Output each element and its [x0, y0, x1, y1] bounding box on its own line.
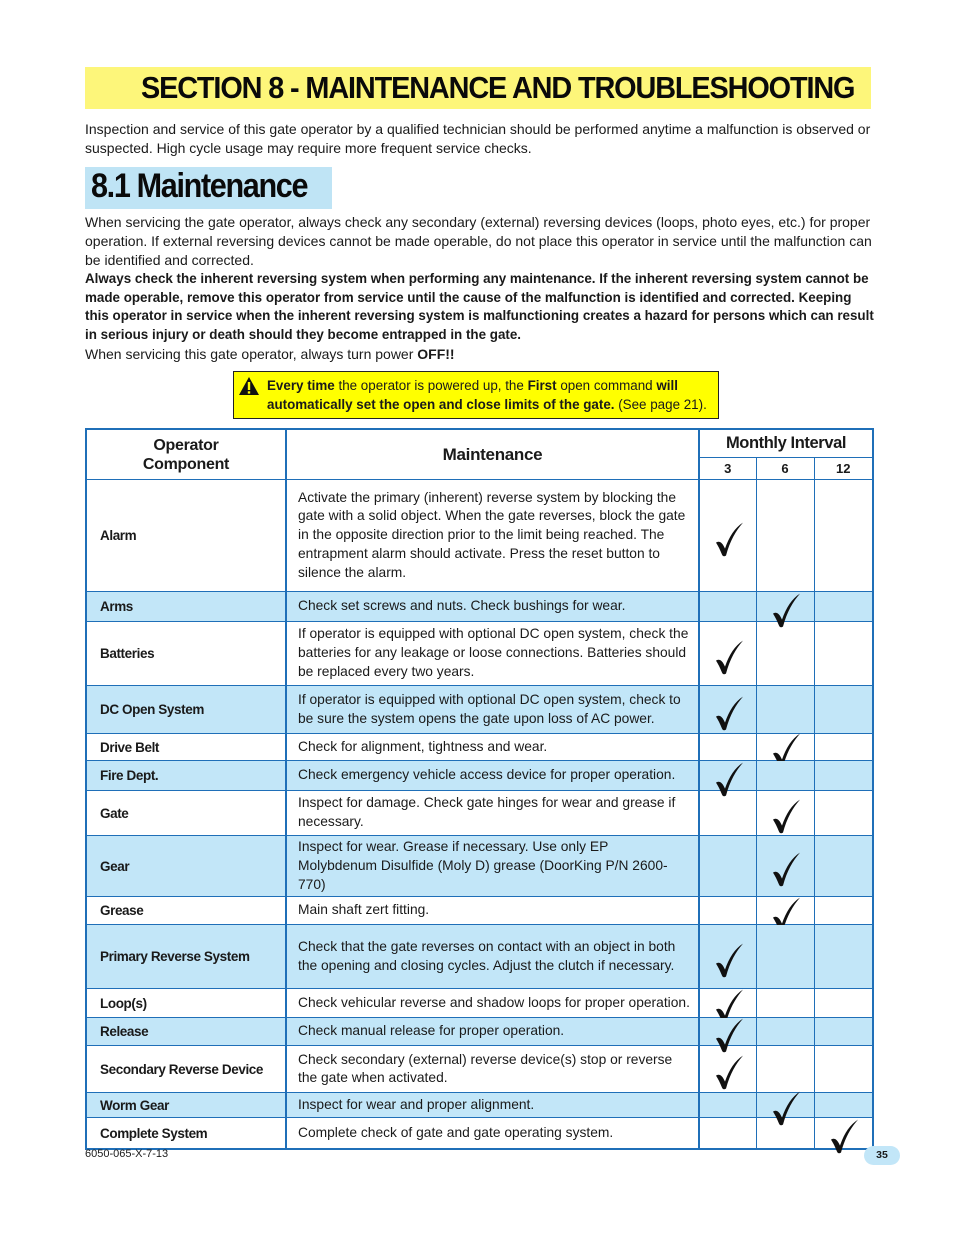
- interval-cell-12: [814, 1118, 873, 1149]
- interval-cell-6: [756, 480, 814, 592]
- warning-text-1: the operator is powered up, the: [334, 378, 528, 393]
- warning-triangle-icon: [238, 376, 260, 396]
- maintenance-cell: If operator is equipped with optional DC open system, check the batteries for any leakage or loose connections. Batteries should be replaced every two years.: [286, 622, 699, 686]
- interval-cell-3: [699, 836, 756, 897]
- interval-cell-12: [814, 734, 873, 761]
- table-row: [86, 622, 873, 686]
- interval-cell-12: [814, 592, 873, 622]
- maintenance-cell: Check set screws and nuts. Check bushings for wear.: [286, 592, 699, 622]
- component-cell: DC Open System: [86, 686, 286, 734]
- interval-cell-3: [699, 761, 756, 791]
- component-cell: Alarm: [86, 480, 286, 592]
- component-cell: Arms: [86, 592, 286, 622]
- header-interval-12: 12: [814, 458, 873, 480]
- maintenance-cell: Check vehicular reverse and shadow loops for proper operation.: [286, 989, 699, 1018]
- maintenance-cell: Inspect for damage. Check gate hinges for wear and grease if necessary.: [286, 791, 699, 836]
- interval-cell-6: [756, 989, 814, 1018]
- maintenance-cell: Complete check of gate and gate operating system.: [286, 1118, 699, 1149]
- warning-text: [267, 376, 717, 414]
- interval-cell-3: [699, 592, 756, 622]
- table-row: [86, 989, 873, 1018]
- interval-cell-6: [756, 897, 814, 925]
- table-row: [86, 791, 873, 836]
- interval-cell-3: [699, 989, 756, 1018]
- intro-paragraph: Inspection and service of this gate operator by a qualified technician should be performed anytime a malfunction is observed or suspected. High cycle usage may require more frequent service checks.: [85, 121, 871, 156]
- interval-cell-3: [699, 622, 756, 686]
- interval-cell-12: [814, 791, 873, 836]
- interval-cell-6: [756, 686, 814, 734]
- warning-text-2: open command: [556, 378, 657, 393]
- maintenance-cell: Activate the primary (inherent) reverse system by blocking the gate with a solid object. When the gate reverses, block the gate in the opposite direction prior to the limit being reached. The entrapment alarm should activate. Press the reset button to silence the alarm.: [286, 480, 699, 592]
- interval-cell-6: [756, 734, 814, 761]
- interval-cell-12: [814, 1093, 873, 1118]
- header-monthly-interval: Monthly Interval: [699, 429, 873, 458]
- interval-cell-3: [699, 791, 756, 836]
- component-cell: Gate: [86, 791, 286, 836]
- servicing-paragraph: When servicing the gate operator, always check any secondary (external) reversing devices (loops, photo eyes, etc.) for proper operation. If external reversing devices cannot be made operable, do not place this operator in service until the malfunction can be identified and corrected.: [85, 214, 872, 268]
- safety-warning-paragraph: Always check the inherent reversing system when performing any maintenance. If the inherent reversing system cannot be made operable, remove this operator from service until the cause of the malfunction is identified and corrected. Keeping this operator in service when the inherent reversing system is malfunctioning creates a hazard for persons which can result in serious injury or death should they become entrapped in the gate.: [85, 271, 874, 343]
- power-off-emphasis: OFF!!: [417, 346, 455, 362]
- section-title: SECTION 8 - MAINTENANCE AND TROUBLESHOOTING: [141, 70, 855, 105]
- component-cell: Secondary Reverse Device: [86, 1046, 286, 1093]
- power-off-paragraph: [85, 345, 875, 364]
- interval-cell-3: [699, 480, 756, 592]
- interval-cell-3: [699, 734, 756, 761]
- component-cell: Complete System: [86, 1118, 286, 1149]
- document-code: 6050-065-X-7-13: [85, 1148, 169, 1160]
- interval-cell-12: [814, 761, 873, 791]
- interval-cell-6: [756, 925, 814, 989]
- interval-cell-6: [756, 836, 814, 897]
- interval-cell-3: [699, 897, 756, 925]
- maintenance-cell: Inspect for wear. Grease if necessary. Use only EP Molybdenum Disulfide (Moly D) grease (DoorKing P/N 2600-770): [286, 836, 699, 897]
- component-cell: Primary Reverse System: [86, 925, 286, 989]
- component-cell: Drive Belt: [86, 734, 286, 761]
- table-row: [86, 734, 873, 761]
- header-interval-3: 3: [699, 458, 756, 480]
- table-row: [86, 1046, 873, 1093]
- component-cell: Release: [86, 1018, 286, 1046]
- header-interval-6: 6: [756, 458, 814, 480]
- table-row: [86, 836, 873, 897]
- table-row: [86, 1118, 873, 1149]
- table-row: [86, 925, 873, 989]
- header-component: Operator Component: [86, 429, 286, 480]
- warning-bold-2: First: [527, 378, 557, 393]
- maintenance-cell: If operator is equipped with optional DC open system, check to be sure the system opens the gate upon loss of AC power.: [286, 686, 699, 734]
- maintenance-table: [85, 428, 874, 1150]
- interval-cell-3: [699, 686, 756, 734]
- component-cell: Fire Dept.: [86, 761, 286, 791]
- interval-cell-12: [814, 480, 873, 592]
- maintenance-cell: Main shaft zert fitting.: [286, 897, 699, 925]
- interval-cell-12: [814, 897, 873, 925]
- interval-cell-3: [699, 1018, 756, 1046]
- interval-cell-6: [756, 791, 814, 836]
- table-row: [86, 480, 873, 592]
- maintenance-cell: Check for alignment, tightness and wear.: [286, 734, 699, 761]
- interval-cell-6: [756, 1046, 814, 1093]
- table-row: [86, 897, 873, 925]
- interval-cell-6: [756, 622, 814, 686]
- maintenance-cell: Check secondary (external) reverse device(s) stop or reverse the gate when activated.: [286, 1046, 699, 1093]
- interval-cell-12: [814, 686, 873, 734]
- power-off-text: When servicing this gate operator, always turn power: [85, 346, 418, 362]
- maintenance-cell: Check that the gate reverses on contact with an object in both the opening and closing cycles. Adjust the clutch if necessary.: [286, 925, 699, 989]
- maintenance-cell: Check manual release for proper operation.: [286, 1018, 699, 1046]
- interval-cell-3: [699, 1093, 756, 1118]
- page-number: 35: [864, 1146, 900, 1165]
- interval-cell-6: [756, 1093, 814, 1118]
- interval-cell-6: [756, 592, 814, 622]
- table-row: [86, 592, 873, 622]
- table-row: [86, 1018, 873, 1046]
- component-cell: Batteries: [86, 622, 286, 686]
- maintenance-cell: Inspect for wear and proper alignment.: [286, 1093, 699, 1118]
- interval-cell-6: [756, 761, 814, 791]
- interval-cell-12: [814, 1018, 873, 1046]
- warning-text-3: (See page 21).: [614, 397, 707, 412]
- interval-cell-12: [814, 622, 873, 686]
- limit-warning-box: [233, 371, 719, 419]
- interval-cell-6: [756, 1018, 814, 1046]
- header-maintenance: Maintenance: [286, 429, 699, 480]
- section-title-banner: [85, 67, 871, 109]
- interval-cell-12: [814, 1046, 873, 1093]
- table-row: [86, 686, 873, 734]
- interval-cell-3: [699, 1046, 756, 1093]
- warning-bold-3: will automatically set the open and close limits of the gate.: [267, 378, 678, 412]
- interval-cell-12: [814, 925, 873, 989]
- interval-cell-6: [756, 1118, 814, 1149]
- interval-cell-12: [814, 989, 873, 1018]
- subheading-title: 8.1 Maintenance: [91, 167, 308, 205]
- interval-cell-12: [814, 836, 873, 897]
- subheading-banner: [85, 167, 332, 209]
- interval-cell-3: [699, 925, 756, 989]
- table-row: [86, 761, 873, 791]
- component-cell: Gear: [86, 836, 286, 897]
- interval-cell-3: [699, 1118, 756, 1149]
- component-cell: Worm Gear: [86, 1093, 286, 1118]
- warning-bold-1: Every time: [267, 378, 335, 393]
- table-row: [86, 1093, 873, 1118]
- maintenance-cell: Check emergency vehicle access device for proper operation.: [286, 761, 699, 791]
- component-cell: Loop(s): [86, 989, 286, 1018]
- component-cell: Grease: [86, 897, 286, 925]
